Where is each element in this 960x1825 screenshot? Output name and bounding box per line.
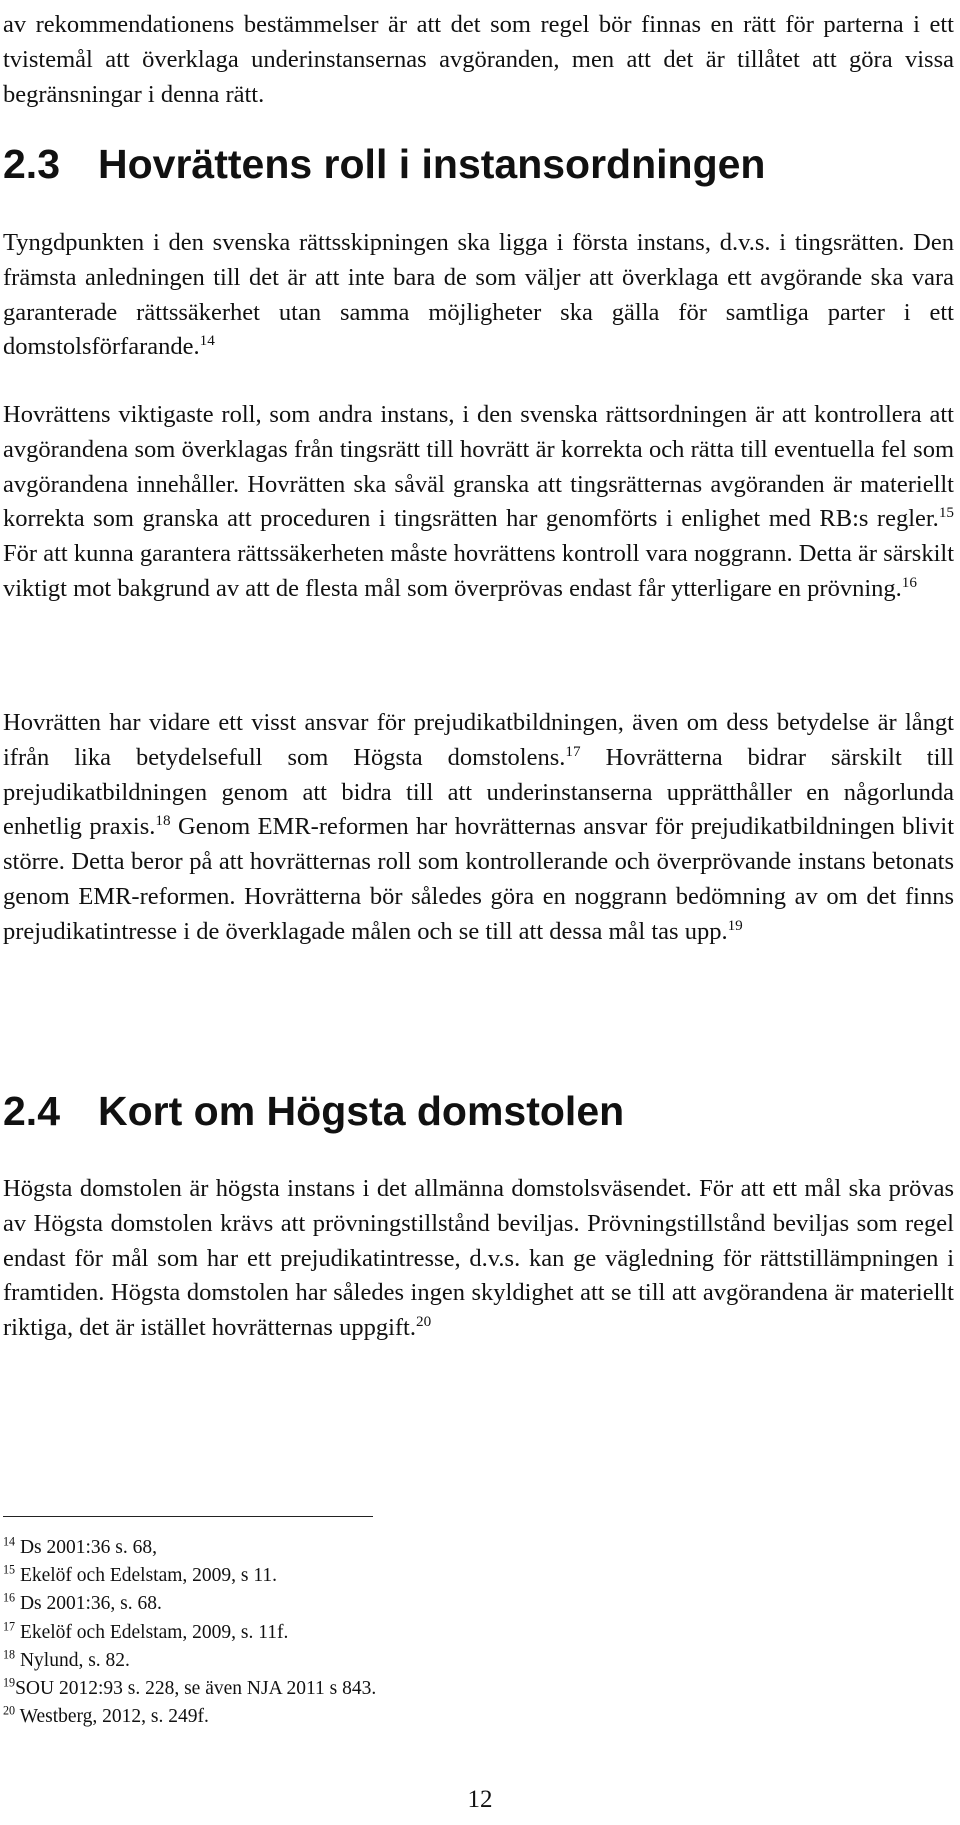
paragraph-text: För att kunna garantera rättssäkerheten måste hovrättens kontroll vara noggrann. Detta är särskilt viktigt mot bakgrund av att de flesta mål som överprövas endast får ytterligare en prövning. [3,540,954,602]
footnote-text: Nylund, s. 82. [15,1649,130,1671]
paragraph-text: Hovrätterna bidrar särskilt till prejudikatbildningen genom att bidra till att underinstanserna upprätthåller en någorlunda enhetlig praxis. [3,743,954,841]
section-2-3-paragraph-2 [3,398,954,607]
footnote-text: Ds 2001:36 s. 68, [15,1537,158,1558]
footnote-text: Westberg, 2012, s. 249f. [15,1706,209,1728]
paragraph-text: Genom EMR-reformen har hovrätternas ansvar för prejudikatbildningen blivit större. Detta beror på att hovrätternas roll som kontrollerande och överprövande instans betonats genom EMR-reformen. Hovrätterna bör således göra en noggrann bedömning av om det finns prejudikatintresse i de överklagade målen och se till att dessa mål tas upp. [3,813,955,945]
footnote-ref-19[interactable]: 19 [727,916,743,934]
footnote-text: Ekelöf och Edelstam, 2009, s. 11f. [15,1621,289,1643]
paragraph-text: Högsta domstolen är högsta instans i det allmänna domstolsväsendet. För att ett mål ska prövas av Högsta domstolen krävs att prövningstillstånd beviljas. Prövningstillstånd beviljas som regel endast för mål som har ett prejudikatintresse, d.v.s. kan ge vägledning för rättstillämpningen i framtiden. Högsta domstolen har således ingen skyldighet att se till att avgörandena är materiellt riktiga, det är istället hovrätternas uppgift. [3,1175,954,1342]
footnote-text: Ekelöf och Edelstam, 2009, s 11. [15,1565,278,1587]
section-2-3-heading [3,140,765,188]
footnote-separator [3,1516,373,1517]
intro-text: av rekommendationens bestämmelser är att det som regel bör finnas en rätt för parterna i ett tvistemål att överklaga underinstansernas avgöranden, men att det är tillåtet att göra vissa begränsningar i denna rätt. [3,11,954,108]
section-2-4-paragraph-1 [3,1172,954,1346]
footnote-item [3,1619,703,1647]
footnote-ref-20[interactable]: 20 [415,1313,432,1331]
footnote-item [3,1534,703,1562]
footnote-item [3,1562,703,1590]
section-2-3-paragraph-1 [3,226,954,365]
footnote-text: SOU 2012:93 s. 228, se även NJA 2011 s 843. [15,1678,377,1700]
footnote-ref-17[interactable]: 17 [565,742,581,760]
footnote-item [3,1590,703,1618]
section-title: Hovrättens roll i instansordningen [98,141,766,187]
section-2-3-paragraph-3 [3,706,954,950]
paragraph-text: Hovrättens viktigaste roll, som andra instans, i den svenska rättsordningen är att kontrollera att avgörandena som överklagas från tingsrätt till hovrätt är korrekta och rätta till eventuella fel som avgörandena innehåller. Hovrätten ska såväl granska att tingsrätternas avgöranden är materiellt korrekta som granska att proceduren i tingsrätten har genomförts i enlighet med RB:s regler. [3,401,954,533]
section-2-4-heading [3,1087,624,1135]
footnote-number: 15 [3,1562,16,1577]
section-number: 2.3 [3,141,60,187]
paragraph-text: Hovrätten har vidare ett visst ansvar för prejudikatbildningen, även om dess betydelse är långt ifrån lika betydelsefull som Högsta domstolens. [3,709,954,771]
footnote-number: 20 [3,1703,16,1718]
footnote-number: 18 [3,1647,16,1662]
footnote-item [3,1675,703,1703]
footnote-ref-18[interactable]: 18 [155,812,171,830]
footnote-number: 14 [3,1534,16,1549]
footnote-item [3,1703,703,1731]
page-number: 12 [467,1786,493,1813]
footnote-number: 19 [3,1675,16,1690]
footnotes-list [3,1534,703,1731]
footnote-number: 17 [3,1619,16,1634]
footnote-ref-15[interactable]: 15 [938,504,954,522]
section-title: Kort om Högsta domstolen [98,1088,625,1134]
footnote-item [3,1647,703,1675]
footnote-number: 16 [3,1590,16,1605]
footnote-ref-16[interactable]: 16 [901,573,917,591]
paragraph-text: Tyngdpunkten i den svenska rättsskipningen ska ligga i första instans, d.v.s. i tingsrätten. Den främsta anledningen till det är att inte bara de som väljer att överklaga ett avgörande ska vara garanterade rättssäkerhet utan samma möjligheter ska gälla för samtliga parter i ett domstolsförfarande. [3,229,954,361]
footnote-text: Ds 2001:36, s. 68. [15,1593,162,1615]
intro-paragraph [3,8,954,112]
section-number: 2.4 [3,1088,60,1134]
footnote-ref-14[interactable]: 14 [199,332,215,350]
